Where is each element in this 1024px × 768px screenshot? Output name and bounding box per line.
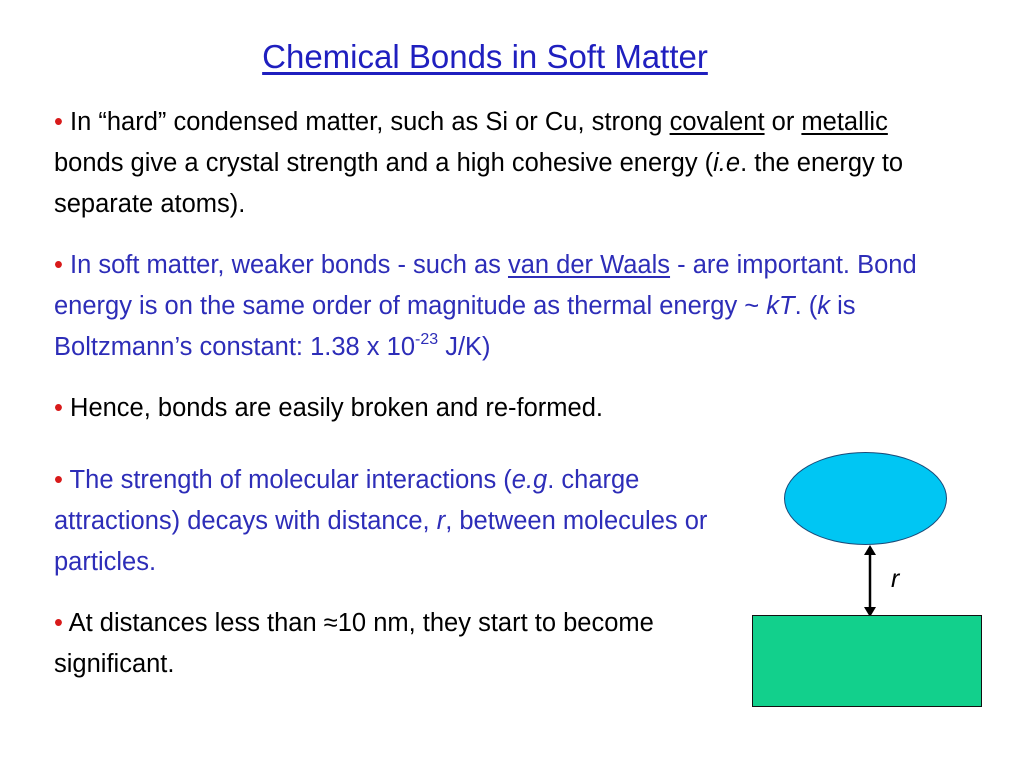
text-run: - are important. Bond energy is on the same order of magnitude as thermal energy ~ <box>54 251 917 320</box>
bullet-hard-matter <box>54 102 954 225</box>
text-run: . the energy to separate atoms). <box>54 149 904 218</box>
bullet-bonds-broken <box>54 388 954 429</box>
text-run: or <box>764 108 802 136</box>
bullet-interaction-strength <box>54 460 714 583</box>
abbr-ie: i.e <box>713 149 741 177</box>
slide-title: Chemical Bonds in Soft Matter <box>262 38 708 75</box>
particle-ellipse <box>784 452 947 545</box>
text-run: In soft matter, weaker bonds - such as <box>62 251 508 279</box>
text-run: Hence, bonds are easily broken and re-formed. <box>62 394 603 422</box>
distance-label: r <box>891 565 900 593</box>
bullet-dot: • <box>54 394 63 422</box>
bullet-soft-matter <box>54 245 984 368</box>
symbol-kT: kT <box>766 292 795 320</box>
distance-diagram <box>740 445 1000 715</box>
double-arrow-icon <box>860 545 880 617</box>
term-metallic: metallic <box>801 108 888 136</box>
bullet-dot: • <box>54 251 63 279</box>
text-run: The strength of molecular interactions ( <box>62 466 512 494</box>
surface-rectangle <box>752 615 982 707</box>
text-run: . ( <box>794 292 818 320</box>
text-run: . charge attractions) decays with distance, <box>54 466 640 535</box>
symbol-r: r <box>436 507 446 535</box>
text-run: , between molecules or particles. <box>54 507 708 576</box>
text-run: bonds give a crystal strength and a high cohesive energy ( <box>54 149 714 177</box>
abbr-eg: e.g <box>511 466 548 494</box>
bullet-distance-threshold <box>54 603 714 685</box>
bullet-dot: • <box>54 108 63 136</box>
exponent: -23 <box>415 330 439 348</box>
text-run: In “hard” condensed matter, such as Si or Cu, strong <box>62 108 670 136</box>
text-run: J/K) <box>438 333 491 361</box>
term-covalent: covalent <box>669 108 765 136</box>
term-van-der-waals: van der Waals <box>507 251 671 279</box>
bullet-dot: • <box>54 609 63 637</box>
text-run: is Boltzmann’s constant: 1.38 x 10 <box>54 292 856 361</box>
symbol-k: k <box>817 292 831 320</box>
text-run: At distances less than ≈10 nm, they start to become significant. <box>54 609 654 678</box>
bullet-dot: • <box>54 466 63 494</box>
